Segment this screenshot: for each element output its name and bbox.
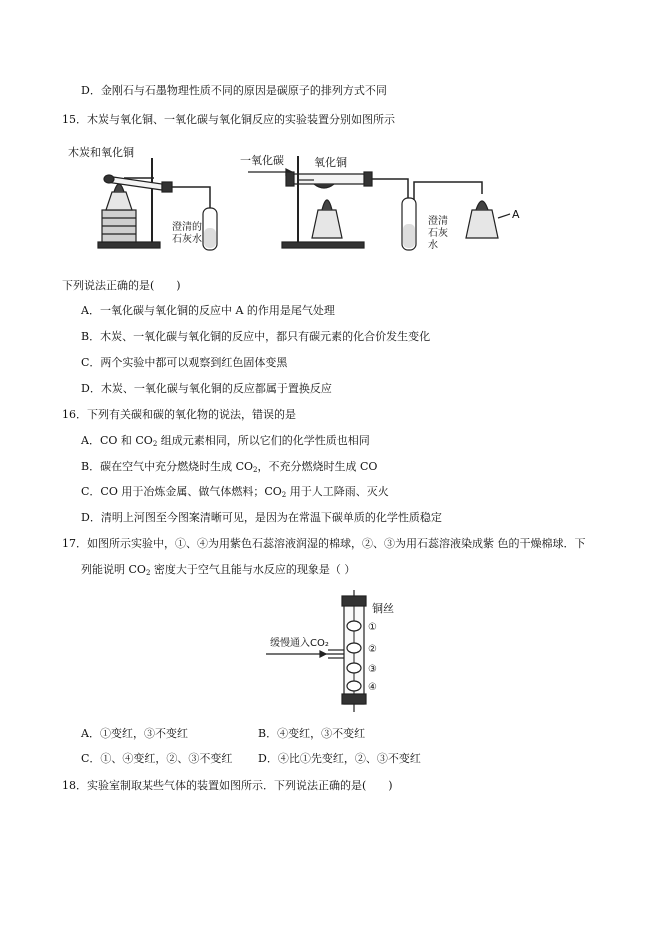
charcoal-copper-oxide-apparatus: [68, 145, 217, 250]
fig-ball-3: ③: [368, 664, 377, 675]
co-copper-oxide-apparatus: [240, 153, 520, 251]
fig-right-a-label: A: [512, 208, 520, 221]
q15-apparatus-figure: [62, 138, 530, 266]
q16-option-c: C．CO 用于冶炼金属、做气体燃料；$CO_2$ 用于人工降雨、灭火: [81, 485, 389, 499]
fig-left-title: 木炭和氧化铜: [68, 146, 134, 159]
fig-right-limewater-1: 澄清: [428, 216, 448, 227]
q16-option-b: B．碳在空气中充分燃烧时生成 $CO_2$，不充分燃烧时生成 CO: [81, 460, 378, 474]
q15-option-b: B．木炭、一氧化碳与氧化铜的反应中，都只有碳元素的化合价发生变化: [81, 330, 431, 343]
fig-left-limewater-2: 石灰水: [172, 234, 202, 245]
q17-option-b: B．④变红，③不变红: [258, 727, 366, 740]
q17-option-a: A．①变红，③不变红: [81, 727, 188, 740]
q15-option-d: D．木炭、一氧化碳与氧化铜的反应都属于置换反应: [81, 382, 332, 395]
fig-ball-4: ④: [368, 682, 377, 693]
fig-right-cuo-label: 氧化铜: [314, 156, 347, 169]
q16-option-a: A．CO 和 $CO_2$ 组成元素相同，所以它们的化学性质也相同: [81, 434, 370, 448]
q15-option-c: C．两个实验中都可以观察到红色固体变黑: [81, 356, 288, 369]
fig-right-limewater-2: 石灰: [428, 228, 448, 239]
q17-stem-line1: 17．如图所示实验中，①、④为用紫色石蕊溶液润湿的棉球，②、③为用石蕊溶液染成紫 色的干燥棉球．下: [62, 537, 586, 550]
q16-option-d: D．清明上河图至今图案清晰可见，是因为在常温下碳单质的化学性质稳定: [81, 511, 442, 524]
fig-ball-2: ②: [368, 644, 377, 655]
fig-ball-1: ①: [368, 622, 377, 633]
q17-option-c: C．①、④变红，②、③不变红: [81, 752, 233, 765]
q17-apparatus-figure: [262, 590, 412, 712]
fig-wire-label: 铜丝: [372, 602, 394, 615]
q15-option-a: A．一氧化碳与氧化铜的反应中 A 的作用是尾气处理: [81, 304, 335, 317]
q18-stem: 18．实验室制取某些气体的装置如图所示．下列说法正确的是( ): [62, 779, 393, 792]
fig-right-co-label: 一氧化碳: [240, 154, 284, 167]
q15-prompt: 下列说法正确的是( ): [62, 279, 181, 292]
q14-option-d: D．金刚石与石墨物理性质不同的原因是碳原子的排列方式不同: [81, 84, 387, 97]
fig-right-limewater-3: 水: [428, 240, 438, 251]
fig-left-limewater-1: 澄清的: [172, 222, 202, 233]
q17-stem-line2: 列能说明 $CO_2$ 密度大于空气且能与水反应的现象是（ ）: [81, 563, 356, 577]
q15-stem: 15．木炭与氧化铜、一氧化碳与氧化铜反应的实验装置分别如图所示: [62, 113, 395, 126]
q16-stem: 16．下列有关碳和碳的氧化物的说法，错误的是: [62, 408, 296, 421]
fig-inlet-label: 缓慢通入CO₂: [270, 638, 329, 649]
q17-option-d: D．④比①先变红，②、③不变红: [258, 752, 421, 765]
